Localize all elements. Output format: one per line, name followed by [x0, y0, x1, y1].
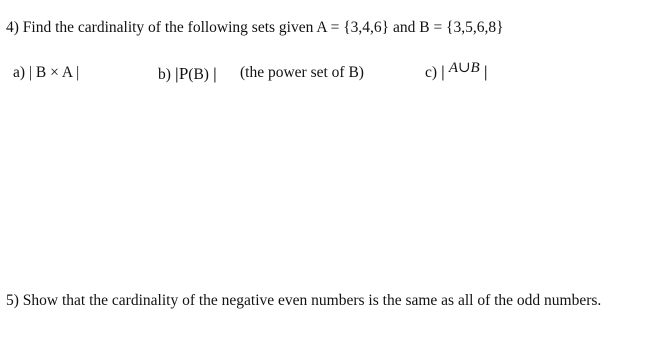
question-5-prompt: Show that the cardinality of the negative even numbers is the same as all of the odd numbers. — [22, 292, 602, 309]
part-c-bar-right: | — [483, 64, 488, 81]
part-a-expression: | B × A | — [28, 64, 80, 81]
question-5 — [6, 293, 601, 309]
question-5-number: 5) — [6, 292, 19, 309]
part-c-label: c) — [425, 64, 438, 81]
part-b-label: b) — [158, 66, 171, 83]
part-a — [13, 65, 79, 81]
part-c-expression: A∪B — [448, 60, 480, 76]
part-c-bar-left: | — [440, 64, 445, 81]
part-c — [425, 60, 488, 81]
question-4-prompt: Find the cardinality of the following sets given A = {3,4,6} and B = {3,5,6,8} — [22, 19, 504, 36]
part-b-note: (the power set of B) — [240, 64, 364, 81]
question-4 — [6, 20, 504, 36]
question-4-number: 4) — [6, 19, 19, 36]
part-b-bar-left: | — [174, 66, 179, 83]
part-b — [158, 65, 217, 83]
part-b-argument: (B) — [188, 66, 209, 83]
part-b-power-set-symbol: P — [178, 64, 189, 83]
part-a-label: a) — [13, 64, 26, 81]
part-b-bar-right: | — [212, 66, 217, 83]
